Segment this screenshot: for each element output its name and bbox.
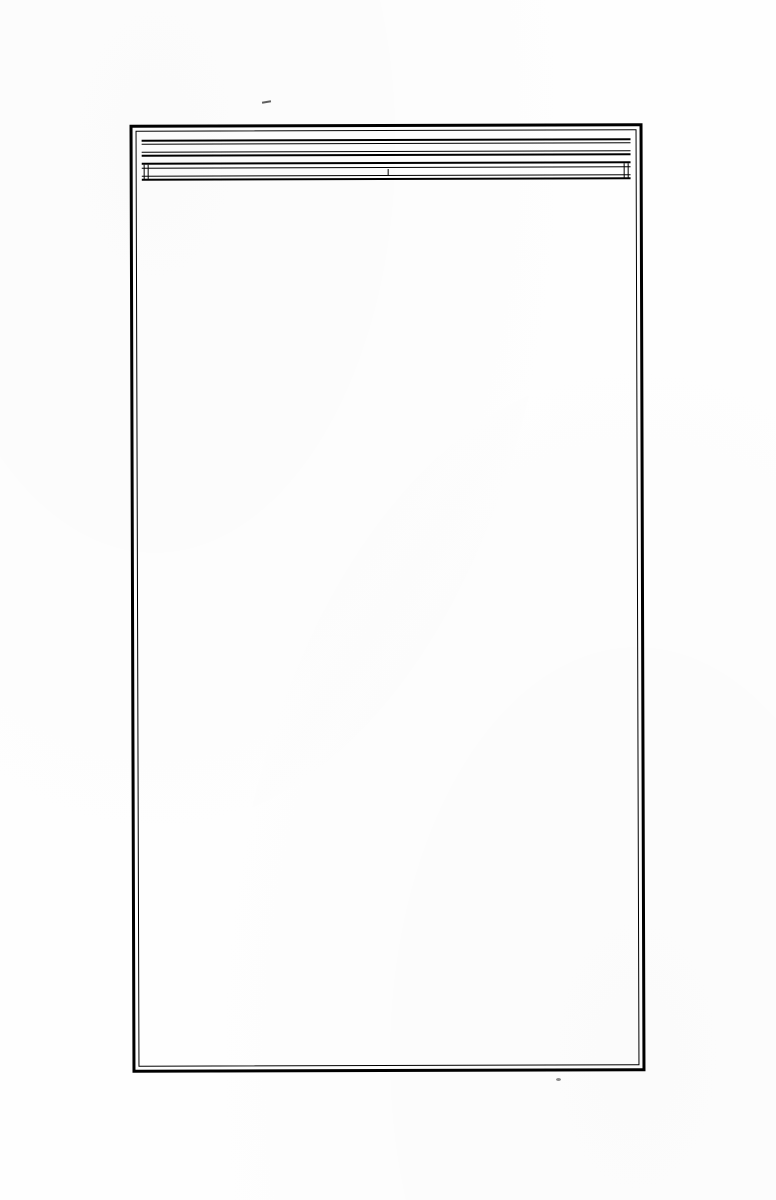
poem-rule-right-outer bbox=[628, 163, 629, 178]
prose-block-lower bbox=[142, 183, 631, 185]
chapter-heading bbox=[142, 138, 631, 157]
poem-rule-left-outer bbox=[144, 165, 145, 180]
ink-fleck-bottom bbox=[556, 1078, 561, 1081]
prose-block-upper bbox=[142, 135, 631, 137]
poem-rule-left-inner bbox=[148, 165, 149, 180]
frame-inner-content bbox=[142, 133, 634, 1063]
poem-column-second-hemistichs bbox=[142, 172, 386, 173]
chapter-heading-line-1 bbox=[146, 147, 627, 149]
ink-fleck-top bbox=[262, 100, 271, 103]
poem-rule-right-inner bbox=[624, 163, 625, 178]
poem-grid bbox=[142, 166, 631, 177]
poem-table bbox=[142, 161, 631, 181]
poem-column-first-hemistichs bbox=[389, 171, 630, 172]
chapter-heading-line-2 bbox=[146, 147, 627, 149]
text-frame-border bbox=[130, 123, 646, 1073]
